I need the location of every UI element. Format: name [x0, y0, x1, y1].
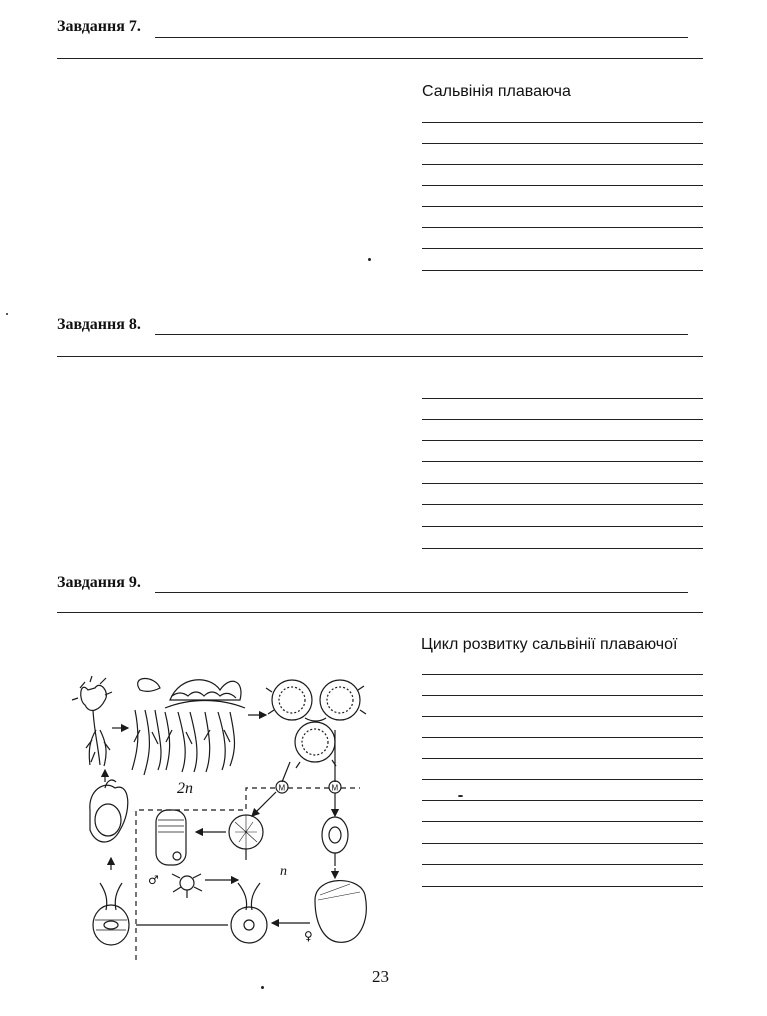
answer-line[interactable] — [422, 483, 703, 484]
answer-line[interactable] — [422, 526, 703, 527]
answer-line[interactable] — [422, 737, 703, 738]
task-9-title-line[interactable] — [155, 592, 688, 593]
archegonium-drawing — [231, 883, 267, 943]
page-number: 23 — [372, 967, 389, 986]
answer-line[interactable] — [422, 758, 703, 759]
answer-line[interactable] — [422, 206, 703, 207]
salvinia-life-cycle-figure — [60, 670, 390, 960]
scan-speck — [261, 986, 264, 989]
answer-line[interactable] — [422, 398, 703, 399]
female-gametophyte-drawing — [315, 881, 366, 943]
answer-line[interactable] — [422, 440, 703, 441]
answer-line[interactable] — [422, 419, 703, 420]
meiosis-label-left: M — [278, 783, 286, 793]
answer-line[interactable] — [422, 800, 703, 801]
scan-speck — [368, 258, 371, 261]
answer-line[interactable] — [422, 248, 703, 249]
male-symbol: ♂ — [148, 873, 159, 887]
answer-line[interactable] — [422, 864, 703, 865]
ploidy-boundary-line — [136, 788, 360, 960]
megasporangium-drawing — [322, 817, 348, 866]
answer-line[interactable] — [422, 461, 703, 462]
young-sporophyte-drawing — [72, 676, 112, 766]
female-symbol: ♀ — [304, 929, 313, 943]
male-gametophyte-drawing — [156, 810, 186, 865]
answer-line[interactable] — [422, 270, 703, 271]
task-7-title: Завдання 7. — [57, 18, 141, 35]
haploid-label: n — [280, 864, 287, 879]
task-9-title: Завдання 9. — [57, 574, 141, 591]
answer-line[interactable] — [422, 886, 703, 887]
answer-line[interactable] — [422, 143, 703, 144]
task-8-second-line[interactable] — [57, 356, 703, 357]
scan-speck — [458, 795, 463, 797]
meiosis-label-right: M — [331, 783, 339, 793]
answer-line[interactable] — [422, 548, 703, 549]
task-9-second-line[interactable] — [57, 612, 703, 613]
answer-line[interactable] — [422, 843, 703, 844]
answer-line[interactable] — [422, 821, 703, 822]
microsporangium-drawing — [229, 815, 263, 860]
answer-line[interactable] — [422, 716, 703, 717]
answer-line[interactable] — [422, 779, 703, 780]
answer-line[interactable] — [422, 504, 703, 505]
embryo-drawing — [93, 883, 129, 945]
answer-line[interactable] — [422, 185, 703, 186]
answer-line[interactable] — [422, 674, 703, 675]
answer-line[interactable] — [422, 164, 703, 165]
task-8-title-line[interactable] — [155, 334, 688, 335]
task-9-side-label: Цикл розвитку сальвінії плаваючої — [421, 636, 678, 653]
scan-speck — [6, 313, 8, 315]
task-7-side-label: Сальвінія плаваюча — [422, 83, 571, 100]
answer-line[interactable] — [422, 227, 703, 228]
antherozoid-drawing — [172, 874, 202, 898]
task-8-title: Завдання 8. — [57, 316, 141, 333]
mature-sporophyte-drawing — [132, 678, 245, 775]
task-7-second-line[interactable] — [57, 58, 703, 59]
diploid-label: 2n — [177, 780, 193, 797]
sporocarps-drawing — [266, 680, 366, 768]
answer-line[interactable] — [422, 122, 703, 123]
answer-line[interactable] — [422, 695, 703, 696]
task-7-title-line[interactable] — [155, 37, 688, 38]
sporeling-drawing — [90, 780, 128, 842]
